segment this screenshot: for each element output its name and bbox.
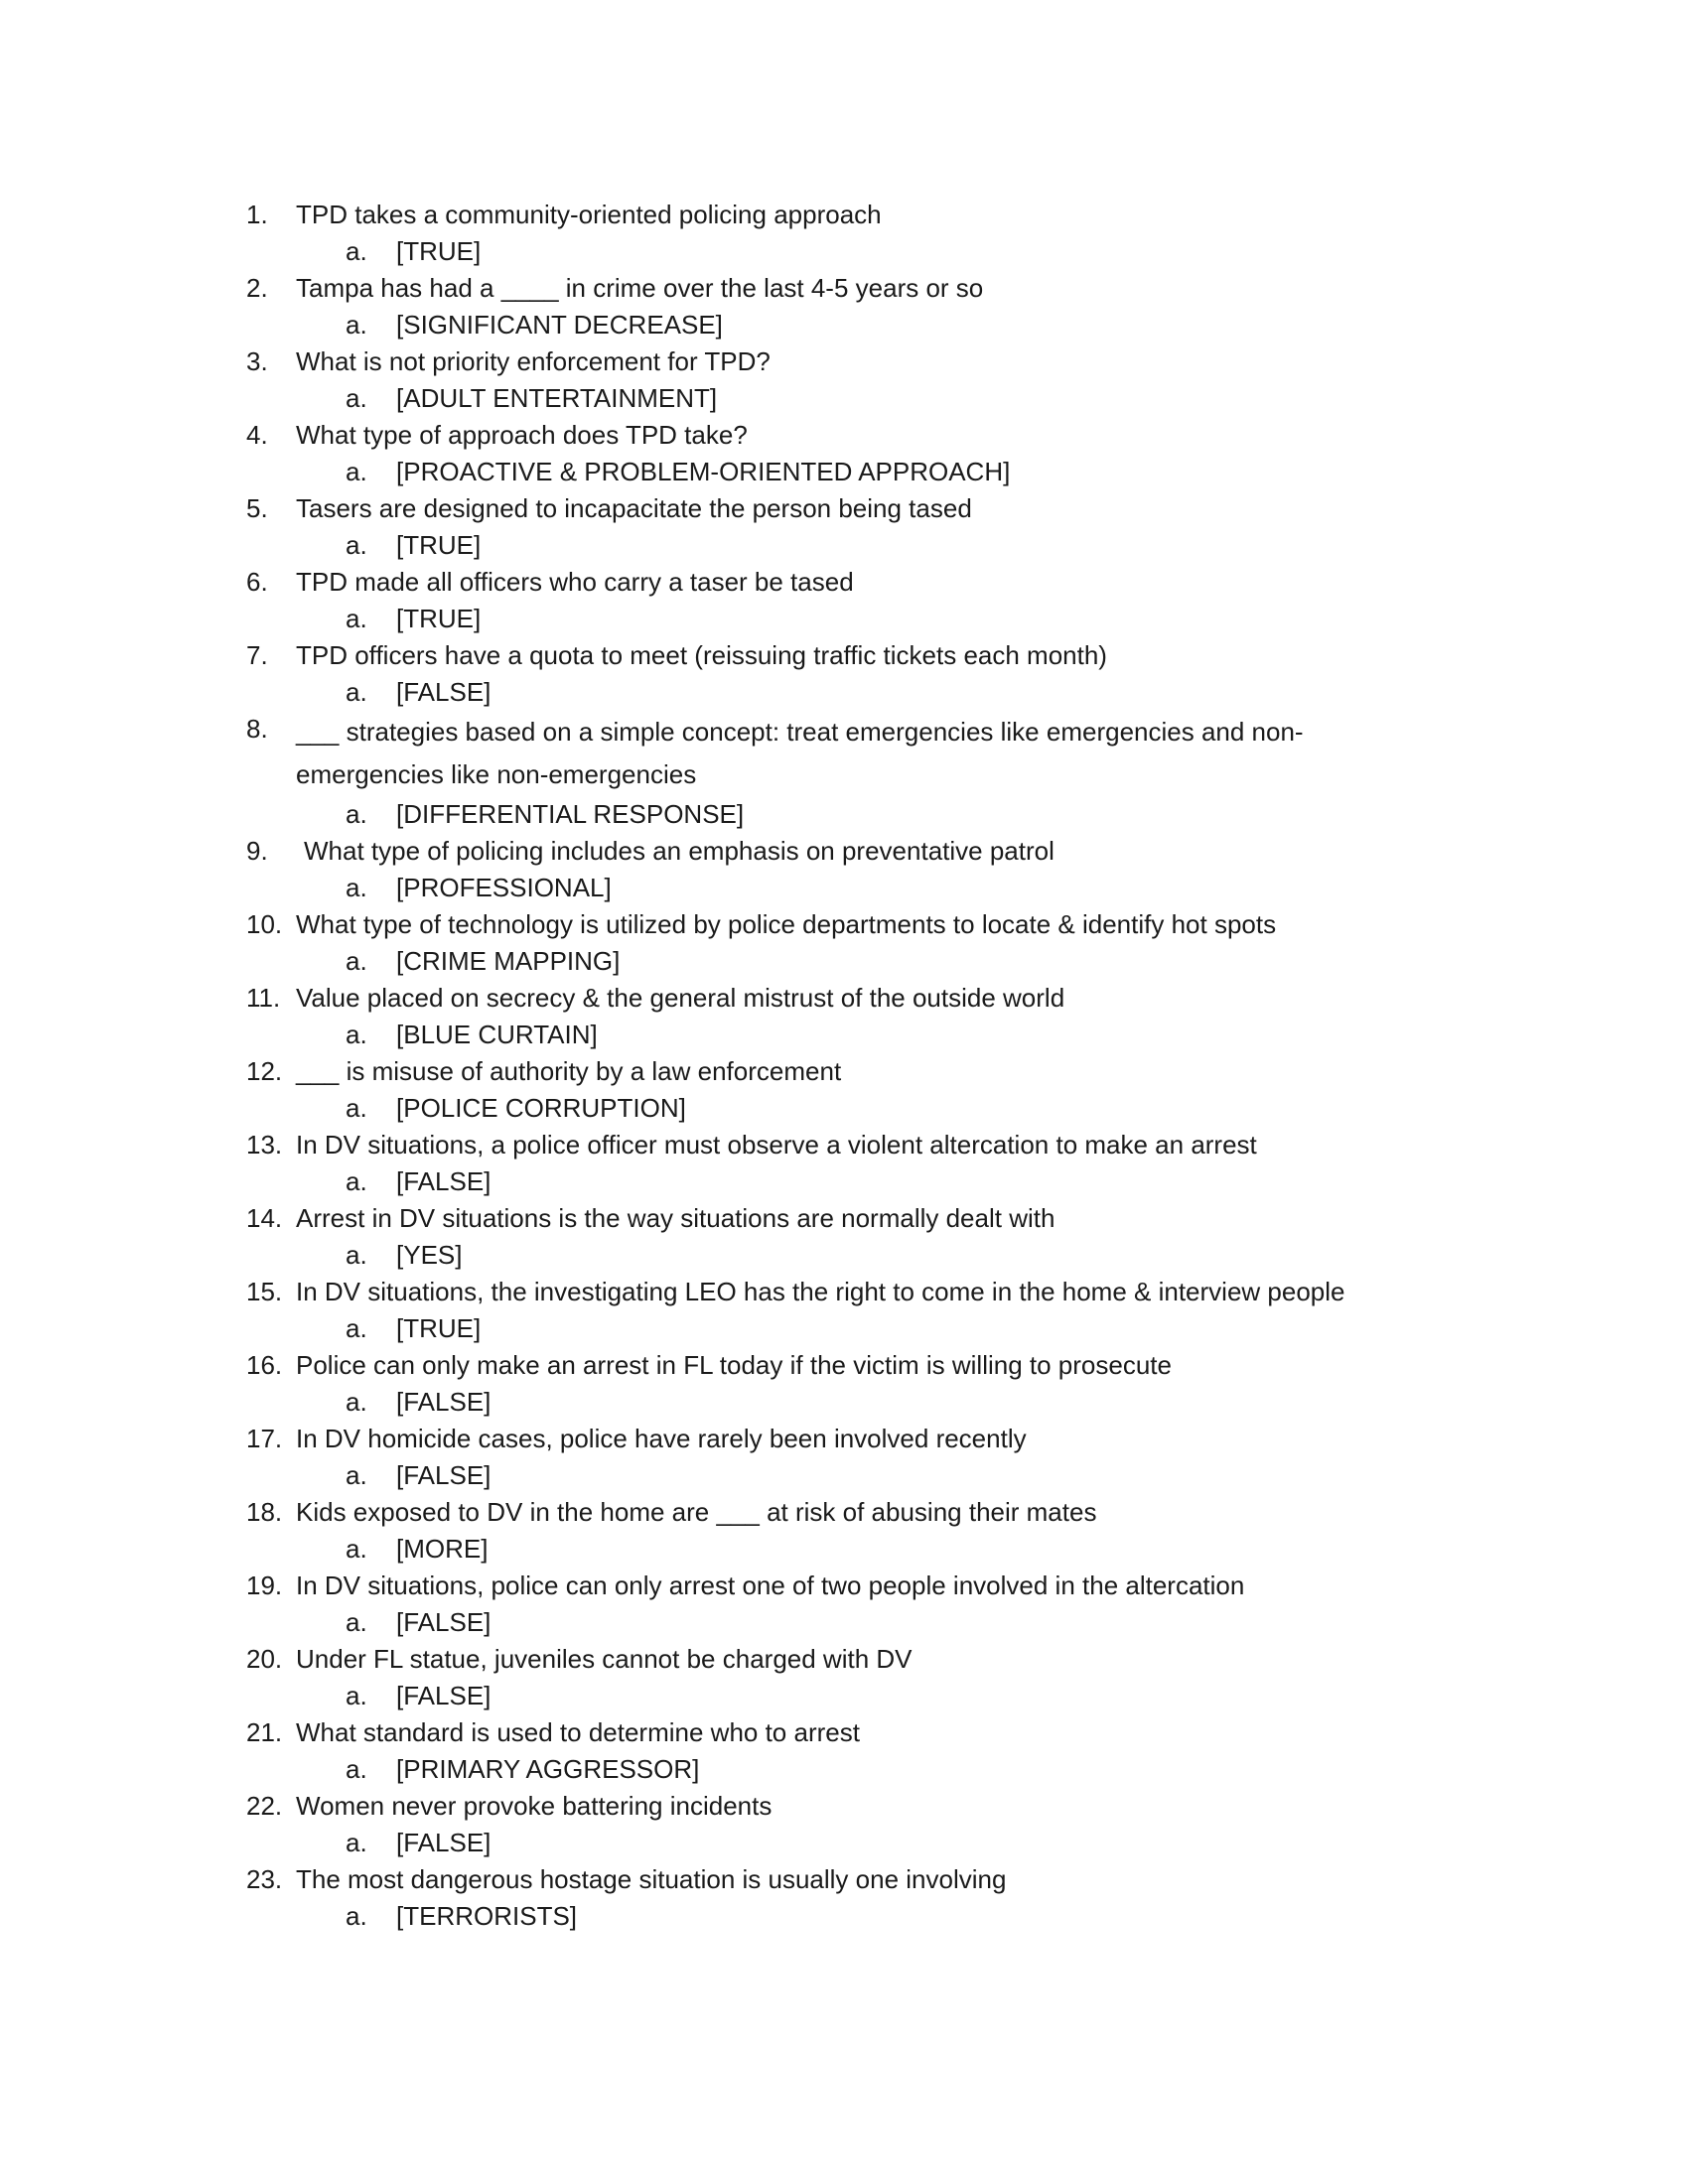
question-number: 13. bbox=[246, 1130, 283, 1160]
answer-text: [FALSE] bbox=[396, 1387, 492, 1417]
question-number: 21. bbox=[246, 1717, 283, 1747]
answer-item bbox=[0, 1825, 1688, 1861]
question-number: 3. bbox=[246, 346, 268, 376]
answer-text: [FALSE] bbox=[396, 1607, 492, 1637]
question-number: 14. bbox=[246, 1203, 283, 1233]
question-text: Value placed on secrecy & the general mistrust of the outside world bbox=[296, 983, 1065, 1013]
answer-letter: a. bbox=[346, 1754, 367, 1784]
question-item bbox=[0, 1347, 1688, 1384]
answer-text: [CRIME MAPPING] bbox=[396, 946, 621, 976]
answer-item bbox=[0, 796, 1688, 833]
question-text: ___ is misuse of authority by a law enforcement bbox=[296, 1056, 842, 1086]
question-item bbox=[0, 1127, 1688, 1163]
question-text: Arrest in DV situations is the way situations are normally dealt with bbox=[296, 1203, 1055, 1233]
question-text: In DV homicide cases, police have rarely been involved recently bbox=[296, 1424, 1027, 1453]
question-number: 20. bbox=[246, 1644, 283, 1674]
answer-item bbox=[0, 1310, 1688, 1347]
answer-letter: a. bbox=[346, 1020, 367, 1049]
answer-item bbox=[0, 454, 1688, 490]
answer-item bbox=[0, 1384, 1688, 1421]
answer-item bbox=[0, 601, 1688, 637]
question-text: In DV situations, police can only arrest one of two people involved in the altercation bbox=[296, 1570, 1245, 1600]
answer-letter: a. bbox=[346, 1093, 367, 1123]
answer-text: [MORE] bbox=[396, 1534, 489, 1564]
question-text: What is not priority enforcement for TPD? bbox=[296, 346, 771, 376]
question-text: ___ strategies based on a simple concept: treat emergencies like emergencies and non-emergencies like non-emergencies bbox=[296, 717, 1304, 789]
question-text: Tasers are designed to incapacitate the person being tased bbox=[296, 493, 972, 523]
question-text: Women never provoke battering incidents bbox=[296, 1791, 773, 1821]
question-item bbox=[0, 1788, 1688, 1825]
answer-letter: a. bbox=[346, 1313, 367, 1343]
question-number: 8. bbox=[246, 714, 268, 744]
question-item bbox=[0, 1861, 1688, 1898]
question-number: 10. bbox=[246, 909, 283, 939]
answer-item bbox=[0, 1090, 1688, 1127]
question-item bbox=[0, 343, 1688, 380]
question-number: 2. bbox=[246, 273, 268, 303]
answer-letter: a. bbox=[346, 1828, 367, 1857]
question-text: Kids exposed to DV in the home are ___ at risk of abusing their mates bbox=[296, 1497, 1097, 1527]
question-item bbox=[0, 711, 1688, 796]
answer-text: [FALSE] bbox=[396, 1460, 492, 1490]
answer-item bbox=[0, 527, 1688, 564]
answer-item bbox=[0, 1163, 1688, 1200]
question-number: 22. bbox=[246, 1791, 283, 1821]
answer-letter: a. bbox=[346, 1534, 367, 1564]
answer-letter: a. bbox=[346, 530, 367, 560]
question-number: 18. bbox=[246, 1497, 283, 1527]
question-item bbox=[0, 1494, 1688, 1531]
question-item bbox=[0, 197, 1688, 233]
answer-text: [FALSE] bbox=[396, 1828, 492, 1857]
question-number: 15. bbox=[246, 1277, 283, 1306]
question-text: In DV situations, the investigating LEO has the right to come in the home & interview people bbox=[296, 1277, 1345, 1306]
question-text: In DV situations, a police officer must observe a violent altercation to make an arrest bbox=[296, 1130, 1257, 1160]
answer-item bbox=[0, 1237, 1688, 1274]
question-text: What type of technology is utilized by police departments to locate & identify hot spots bbox=[296, 909, 1277, 939]
question-text: The most dangerous hostage situation is usually one involving bbox=[296, 1864, 1007, 1894]
answer-letter: a. bbox=[346, 946, 367, 976]
question-number: 19. bbox=[246, 1570, 283, 1600]
answer-item bbox=[0, 233, 1688, 270]
answer-letter: a. bbox=[346, 1607, 367, 1637]
answer-item bbox=[0, 1531, 1688, 1568]
question-item bbox=[0, 1714, 1688, 1751]
question-number: 9. bbox=[246, 836, 268, 866]
answer-text: [TRUE] bbox=[396, 530, 482, 560]
question-item bbox=[0, 637, 1688, 674]
question-item bbox=[0, 906, 1688, 943]
answer-item bbox=[0, 1898, 1688, 1935]
answer-letter: a. bbox=[346, 383, 367, 413]
question-item bbox=[0, 1053, 1688, 1090]
answer-item bbox=[0, 1604, 1688, 1641]
question-number: 11. bbox=[246, 983, 281, 1013]
question-text: Tampa has had a ____ in crime over the last 4-5 years or so bbox=[296, 273, 984, 303]
answer-letter: a. bbox=[346, 604, 367, 633]
answer-item bbox=[0, 674, 1688, 711]
answer-item bbox=[0, 1678, 1688, 1714]
answer-letter: a. bbox=[346, 236, 367, 266]
question-item bbox=[0, 490, 1688, 527]
answer-letter: a. bbox=[346, 1166, 367, 1196]
answer-text: [FALSE] bbox=[396, 1166, 492, 1196]
question-number: 5. bbox=[246, 493, 268, 523]
answer-letter: a. bbox=[346, 677, 367, 707]
answer-letter: a. bbox=[346, 457, 367, 486]
answer-letter: a. bbox=[346, 310, 367, 340]
answer-text: [TRUE] bbox=[396, 604, 482, 633]
answer-letter: a. bbox=[346, 1387, 367, 1417]
answer-text: [PROFESSIONAL] bbox=[396, 873, 612, 902]
answer-item bbox=[0, 943, 1688, 980]
question-number: 17. bbox=[246, 1424, 283, 1453]
answer-text: [TRUE] bbox=[396, 236, 482, 266]
question-number: 4. bbox=[246, 420, 268, 450]
answer-text: [PRIMARY AGGRESSOR] bbox=[396, 1754, 700, 1784]
question-text: What standard is used to determine who to arrest bbox=[296, 1717, 860, 1747]
question-number: 6. bbox=[246, 567, 268, 597]
question-number: 23. bbox=[246, 1864, 283, 1894]
answer-letter: a. bbox=[346, 1681, 367, 1710]
answer-letter: a. bbox=[346, 1901, 367, 1931]
question-text: TPD officers have a quota to meet (reissuing traffic tickets each month) bbox=[296, 640, 1107, 670]
answer-letter: a. bbox=[346, 1240, 367, 1270]
question-text: What type of policing includes an emphasis on preventative patrol bbox=[304, 836, 1055, 866]
question-item bbox=[0, 417, 1688, 454]
question-item bbox=[0, 1421, 1688, 1457]
question-text: What type of approach does TPD take? bbox=[296, 420, 748, 450]
question-item bbox=[0, 1568, 1688, 1604]
answer-text: [BLUE CURTAIN] bbox=[396, 1020, 598, 1049]
question-number: 12. bbox=[246, 1056, 283, 1086]
answer-letter: a. bbox=[346, 873, 367, 902]
answer-text: [FALSE] bbox=[396, 1681, 492, 1710]
question-number: 16. bbox=[246, 1350, 283, 1380]
answer-item bbox=[0, 307, 1688, 343]
question-item bbox=[0, 1274, 1688, 1310]
question-item bbox=[0, 833, 1688, 870]
question-number: 7. bbox=[246, 640, 268, 670]
answer-text: [SIGNIFICANT DECREASE] bbox=[396, 310, 723, 340]
answer-item bbox=[0, 870, 1688, 906]
answer-text: [FALSE] bbox=[396, 677, 492, 707]
answer-text: [PROACTIVE & PROBLEM-ORIENTED APPROACH] bbox=[396, 457, 1011, 486]
question-text: Police can only make an arrest in FL today if the victim is willing to prosecute bbox=[296, 1350, 1172, 1380]
answer-text: [DIFFERENTIAL RESPONSE] bbox=[396, 799, 745, 829]
question-text: TPD made all officers who carry a taser be tased bbox=[296, 567, 854, 597]
answer-text: [POLICE CORRUPTION] bbox=[396, 1093, 686, 1123]
answer-item bbox=[0, 1457, 1688, 1494]
answer-text: [YES] bbox=[396, 1240, 463, 1270]
question-item bbox=[0, 1200, 1688, 1237]
question-text: TPD takes a community-oriented policing approach bbox=[296, 200, 882, 229]
answer-text: [ADULT ENTERTAINMENT] bbox=[396, 383, 718, 413]
answer-letter: a. bbox=[346, 1460, 367, 1490]
answer-letter: a. bbox=[346, 799, 367, 829]
question-number: 1. bbox=[246, 200, 268, 229]
answer-item bbox=[0, 1017, 1688, 1053]
answer-text: [TERRORISTS] bbox=[396, 1901, 578, 1931]
answer-text: [TRUE] bbox=[396, 1313, 482, 1343]
question-list bbox=[0, 197, 1688, 1935]
question-text: Under FL statue, juveniles cannot be charged with DV bbox=[296, 1644, 913, 1674]
answer-item bbox=[0, 1751, 1688, 1788]
answer-item bbox=[0, 380, 1688, 417]
question-item bbox=[0, 980, 1688, 1017]
question-item bbox=[0, 564, 1688, 601]
question-item bbox=[0, 1641, 1688, 1678]
question-item bbox=[0, 270, 1688, 307]
